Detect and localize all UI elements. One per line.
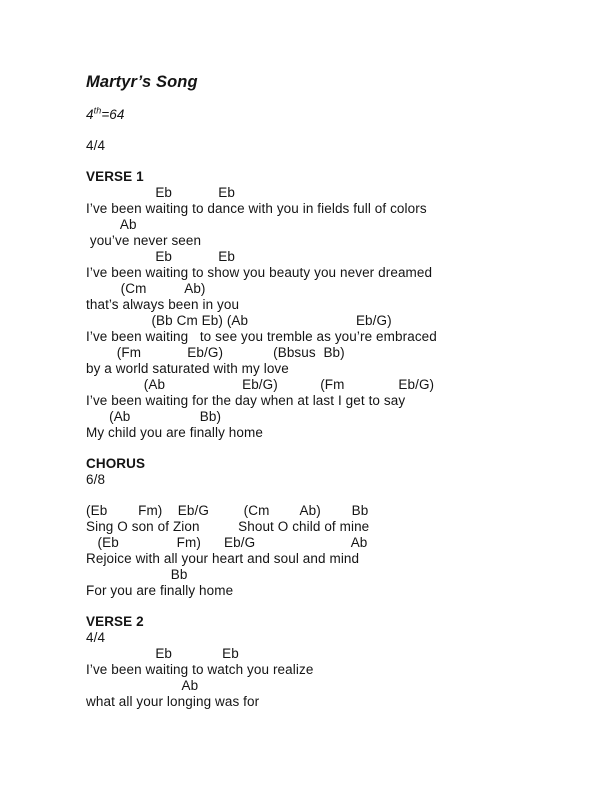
chord-line: Ab: [86, 678, 199, 693]
chord-line: (Ab Bb): [86, 409, 222, 424]
chord-line: Bb: [86, 567, 188, 582]
tempo-superscript: th: [93, 105, 102, 116]
chord-line: Eb Eb: [86, 646, 239, 661]
lyric-line: Sing O son of Zion Shout O child of mine: [86, 519, 370, 534]
tempo-marking: [86, 107, 582, 123]
chord-line: (Fm Eb/G) (Bbsus Bb): [86, 345, 345, 360]
time-signature: 6/8: [86, 472, 106, 487]
spacer: [86, 599, 582, 614]
spacer: [86, 441, 582, 456]
spacer: [86, 123, 582, 138]
lyric-line: I’ve been waiting for the day when at last I get to say: [86, 393, 406, 408]
spacer: [86, 488, 582, 503]
section-heading: CHORUS: [86, 456, 146, 471]
section-heading: VERSE 1: [86, 169, 144, 184]
tempo-value: =64: [101, 107, 125, 122]
lyric-line: I’ve been waiting to show you beauty you never dreamed: [86, 265, 433, 280]
section-heading: VERSE 2: [86, 614, 144, 629]
lyric-line: what all your longing was for: [86, 694, 260, 709]
chord-line: (Ab Eb/G) (Fm Eb/G): [86, 377, 435, 392]
chord-line: (Bb Cm Eb) (Ab Eb/G): [86, 313, 392, 328]
lyric-line: I’ve been waiting to dance with you in fields full of colors: [86, 201, 427, 216]
lyric-line: I’ve been waiting to see you tremble as you’re embraced: [86, 329, 437, 344]
spacer: [86, 154, 582, 169]
time-signature: 4/4: [86, 630, 106, 645]
lyric-line: I’ve been waiting to watch you realize: [86, 662, 314, 677]
chord-line: (Cm Ab): [86, 281, 206, 296]
time-signature: 4/4: [86, 138, 106, 153]
lyric-line: For you are finally home: [86, 583, 234, 598]
chord-line: (Eb Fm) Eb/G Ab: [86, 535, 368, 550]
chord-line: Eb Eb: [86, 185, 235, 200]
lyric-line: by a world saturated with my love: [86, 361, 289, 376]
chord-line: Ab: [86, 217, 137, 232]
chord-line: Eb Eb: [86, 249, 235, 264]
spacer: [86, 92, 582, 107]
song-title: Martyr’s Song: [86, 73, 198, 91]
chord-line: (Eb Fm) Eb/G (Cm Ab) Bb: [86, 503, 369, 518]
chord-sheet: [86, 72, 582, 710]
lyric-line: My child you are finally home: [86, 425, 263, 440]
lyric-line: that’s always been in you: [86, 297, 240, 312]
lyric-line: Rejoice with all your heart and soul and mind: [86, 551, 360, 566]
tempo-base: 4: [86, 107, 94, 122]
lyric-line: you’ve never seen: [86, 233, 202, 248]
